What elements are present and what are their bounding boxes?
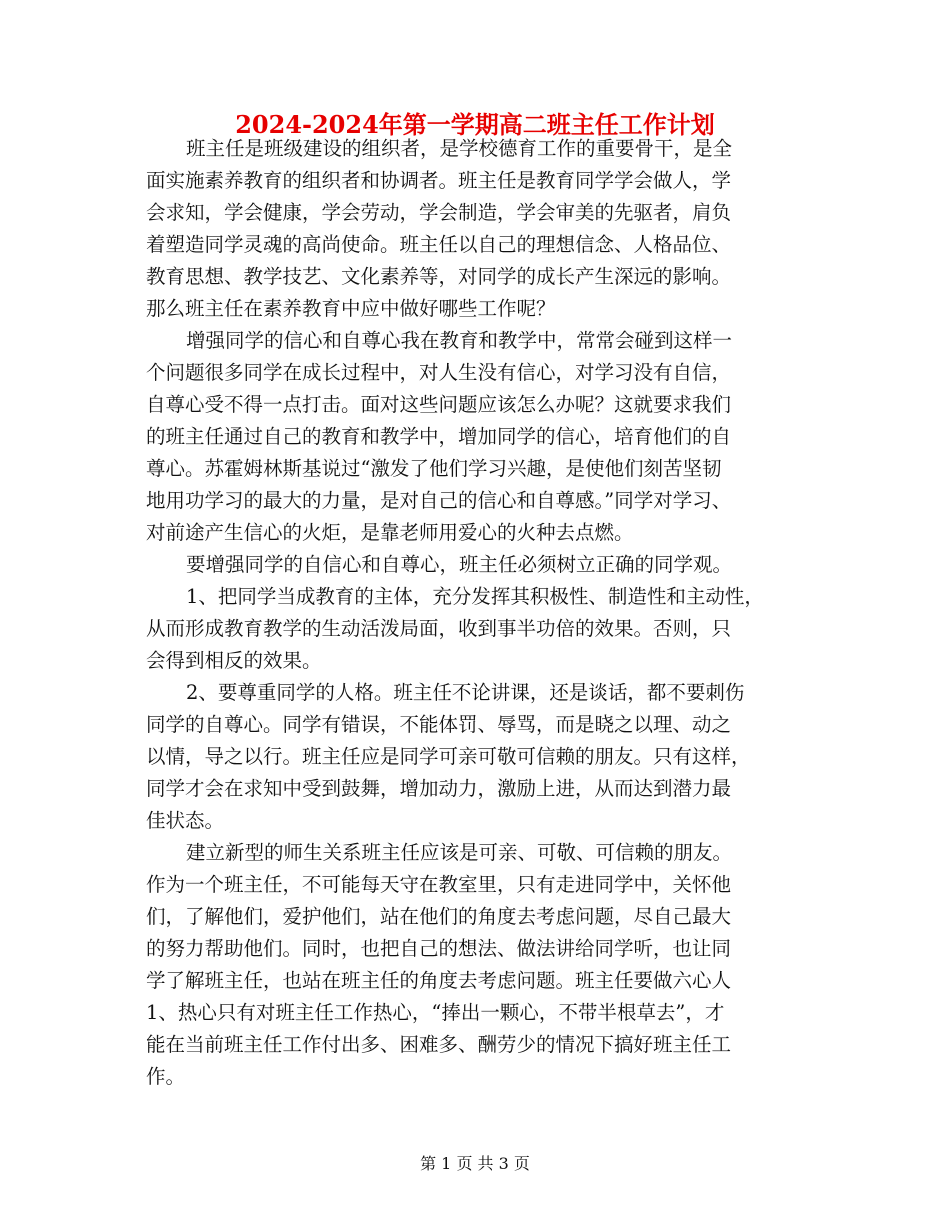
- body-line: 以情，导之以行。班主任应是同学可亲可敬可信赖的朋友。只有这样，: [146, 745, 751, 768]
- body-line: 尊心。苏霍姆林斯基说过“激发了他们学习兴趣，是使他们刻苦坚韧: [146, 457, 722, 480]
- body-line: 那么班主任在素养教育中应中做好哪些工作呢？: [146, 297, 556, 320]
- body-line: 自尊心受不得一点打击。面对这些问题应该怎么办呢？这就要求我们: [146, 393, 732, 416]
- body-line: 的班主任通过自己的教育和教学中，增加同学的信心，培育他们的自: [146, 425, 732, 448]
- body-line: 作为一个班主任，不可能每天守在教室里，只有走进同学中，关怀他: [146, 873, 732, 896]
- body-line: 会得到相反的效果。: [146, 649, 322, 672]
- body-line: 学了解班主任，也站在班主任的角度去考虑问题。班主任要做六心人: [146, 969, 732, 992]
- body-line: 会求知，学会健康，学会劳动，学会制造，学会审美的先驱者，肩负: [146, 201, 732, 224]
- body-line: 佳状态。: [146, 809, 225, 832]
- body-line: 同学的自尊心。同学有错误，不能体罚、辱骂，而是晓之以理、动之: [146, 713, 732, 736]
- body-line: 的努力帮助他们。同时，也把自己的想法、做法讲给同学听，也让同: [146, 937, 732, 960]
- body-line: 们，了解他们，爱护他们，站在他们的角度去考虑问题，尽自己最大: [146, 905, 732, 928]
- body-line: 1、把同学当成教育的主体，充分发挥其积极性、制造性和主动性，: [186, 585, 764, 608]
- body-line: 教育思想、教学技艺、文化素养等，对同学的成长产生深远的影响。: [146, 265, 732, 288]
- page-footer: 第 1 页 共 3 页: [420, 1154, 530, 1173]
- body-line: 建立新型的师生关系班主任应该是可亲、可敬、可信赖的朋友。: [186, 841, 733, 864]
- body-line: 能在当前班主任工作付出多、困难多、酬劳少的情况下搞好班主任工: [146, 1033, 732, 1056]
- body-line: 增强同学的信心和自尊心我在教育和教学中，常常会碰到这样一: [186, 329, 733, 352]
- body-line: 地用功学习的最大的力量，是对自己的信心和自尊感。”同学对学习、: [146, 489, 732, 512]
- body-line: 2、要尊重同学的人格。班主任不论讲课，还是谈话，都不要刺伤: [186, 681, 745, 704]
- body-line: 作。: [146, 1065, 186, 1088]
- body-line: 班主任是班级建设的组织者，是学校德育工作的重要骨干，是全: [186, 137, 733, 160]
- body-line: 要增强同学的自信心和自尊心，班主任必须树立正确的同学观。: [186, 553, 733, 576]
- body-line: 同学才会在求知中受到鼓舞，增加动力，激励上进，从而达到潜力最: [146, 777, 732, 800]
- body-line: 1、热心只有对班主任工作热心，“捧出一颗心，不带半根草去”，才: [146, 1001, 725, 1024]
- body-line: 着塑造同学灵魂的高尚使命。班主任以自己的理想信念、人格品位、: [146, 233, 732, 256]
- document-title: 2024-2024年第一学期高二班主任工作计划: [235, 110, 715, 139]
- body-line: 面实施素养教育的组织者和协调者。班主任是教育同学学会做人，学: [146, 169, 732, 192]
- body-line: 对前途产生信心的火炬，是靠老师用爱心的火种去点燃。: [146, 521, 634, 544]
- body-line: 从而形成教育教学的生动活泼局面，收到事半功倍的效果。否则，只: [146, 617, 732, 640]
- body-line: 个问题很多同学在成长过程中，对人生没有信心，对学习没有自信，: [146, 361, 732, 384]
